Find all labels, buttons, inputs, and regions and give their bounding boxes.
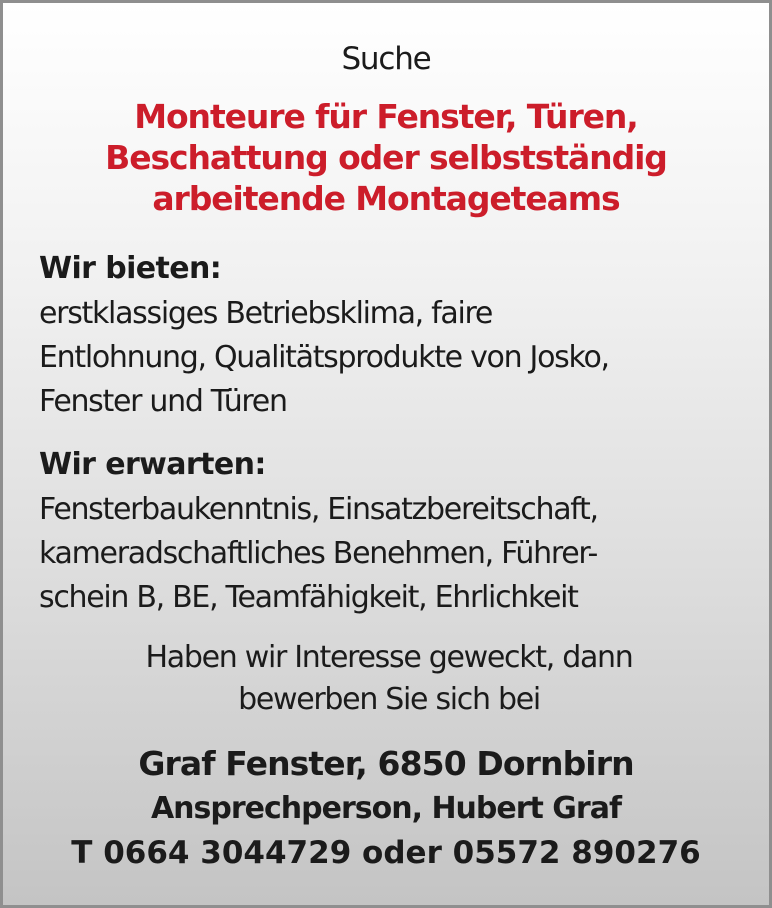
offer-heading: Wir bieten: <box>39 251 222 286</box>
company-name: Graf Fenster, 6850 Dornbirn <box>138 744 634 783</box>
call-to-action <box>89 637 689 721</box>
headline-line: arbeitende Montageteams <box>152 179 620 218</box>
headline-line: Monteure für Fenster, Türen, <box>134 97 638 136</box>
expect-line: schein B, BE, Teamfähigkeit, Ehrlichkeit <box>39 580 578 615</box>
phone-numbers: T 0664 3044729 oder 05572 890276 <box>71 835 701 871</box>
expect-text <box>39 488 759 620</box>
expect-line: kameradschaftliches Benehmen, Führer- <box>39 536 597 571</box>
expect-heading: Wir erwarten: <box>39 447 266 482</box>
offer-text <box>39 292 759 424</box>
cta-line: bewerben Sie sich bei <box>238 682 540 717</box>
offer-line: Fenster und Türen <box>39 384 287 419</box>
cta-line: Haben wir Interesse geweckt, dann <box>145 640 633 675</box>
offer-line: erstklassiges Betriebsklima, faire <box>39 296 493 331</box>
expect-line: Fensterbaukenntnis, Einsatzbereitschaft, <box>39 492 598 527</box>
headline-line: Beschattung oder selbstständig <box>105 138 667 177</box>
intro-text: Suche <box>341 41 431 77</box>
contact-person: Ansprechperson, Hubert Graf <box>150 791 622 826</box>
headline <box>3 96 769 219</box>
offer-line: Entlohnung, Qualitätsprodukte von Josko, <box>39 340 609 375</box>
